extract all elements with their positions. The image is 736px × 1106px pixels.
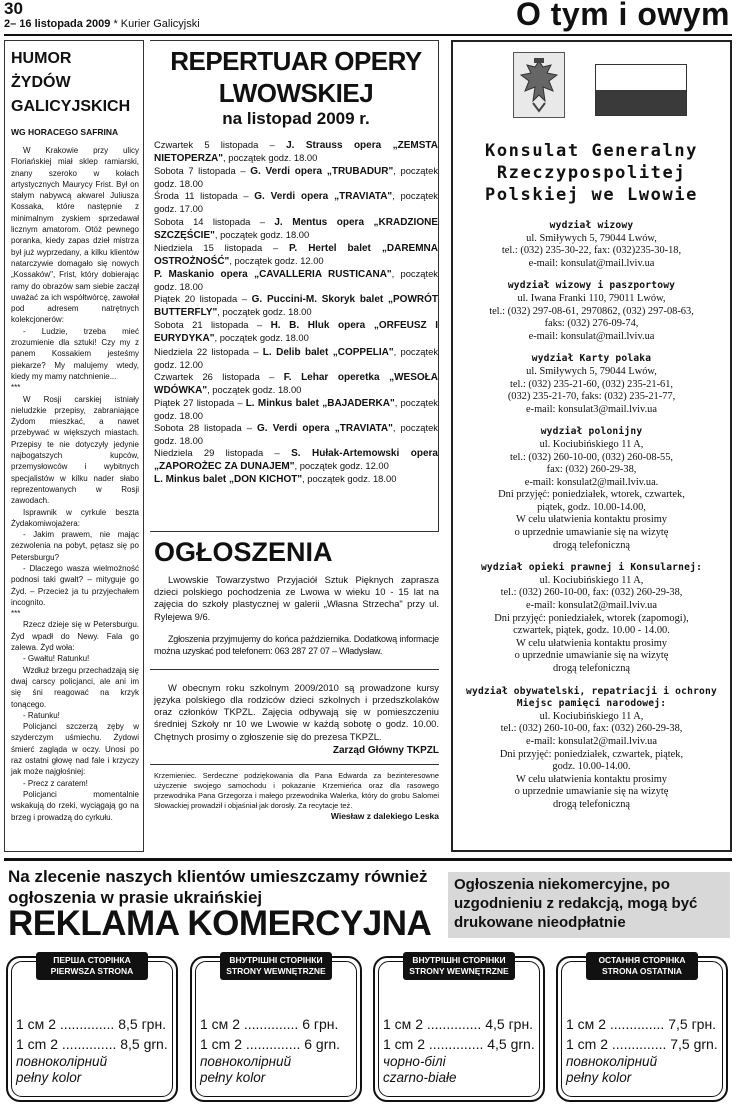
humor-paragraph: Policjanci szczerzą zęby w szyderczym uśmiechu. Żydowi śmierć zagląda w oczy. Unosi po raz ostatni głowę nad fale i krzyczy jak może najgłośniej: [11,722,139,777]
consulate-line: o uprzednie umawianie się na wizytę [514,786,669,798]
price-line-uah: 1 см 2 .............. 8,5 грн. [16,1016,167,1032]
card-description: чорно-білі czarno-białe [383,1054,457,1085]
consulate-line: faks: (032) 276-09-74, [544,318,639,330]
price-line-uah: 1 см 2 .............. 4,5 грн. [383,1016,534,1032]
repertoire-list [154,139,438,487]
repertoire-item: Sobota 21 listopada – H. B. Hluk opera „ORFEUSZ I EURYDYKA", początek godz. 18.00 [154,319,438,345]
consulate-line: godz. 10.00-14.00. [552,761,631,773]
consulate-section [459,353,724,416]
announcement-text: W obecnym roku szkolnym 2009/2010 są prowadzone kursy języka polskiego dla rodziców dzieci szkolnych i przedszkolaków oraz członków TKPZL. Zajęcia odbywają się w pomieszczeniu średniej Szkoły nr 10 we Lwowie w każdą sobotę o godz. 10.00. Chętnych prosimy o zgłoszenie się do prezesa TKPZL. [154,681,439,742]
price-line-grn: 1 cm 2 .............. 8,5 grn. [16,1036,168,1052]
page-number: 30 [4,0,23,18]
publication-name: * Kurier Galicyjski [113,18,200,30]
consulate-line: drogą telefoniczną [552,798,631,810]
consulate-line: e-mail: konsulat2@mail.lviv.ua. [524,476,659,488]
consulate-line: W celu ułatwienia kontaktu prosimy [515,514,667,526]
announcement-text: Lwowskie Towarzystwo Przyjaciół Sztuk Pięknych zaprasza dzieci polskiego pochodzenia ze Lwowa w wieku 10 - 15 lat na zajęcia do szkoły plastycznej w galerii „Własna Strzecha" przy ul. Rylejewa 9/6. [154,574,439,622]
consulate-line: ul. Smiływych 5, 79044 Lwów, [526,365,657,377]
consulate-line: Dni przyjęć: poniedziałek, wtorek (zapomogi), [494,612,689,624]
humor-subtitle: WG HORACEGO SAFRINA [11,127,119,137]
consulate-section [459,426,724,552]
middle-column [150,40,439,821]
repertoire-item: Niedziela 22 listopada – L. Delib balet „COPPELIA", początek godz. 12.00 [154,345,439,370]
consulate-line: drogą telefoniczną [552,663,631,674]
repertoire-item: L. Minkus balet „DON KICHOT", początek godz. 18.00 [154,473,397,486]
card-description: повноколірний pełny kolor [16,1054,108,1085]
consulate-section [459,562,724,675]
eagle-emblem-icon [513,52,565,118]
consulate-line: ul. Kociubińskiego 11 A, [539,710,644,722]
consulate-section-heading: wydział obywatelski, repatriacji i ochrony Miejsc pamięci narodowej: [466,685,717,710]
price-line-grn: 1 cm 2 .............. 4,5 grn. [383,1036,535,1052]
consulate-line: e-mail: konsulat2@mail.lviv.ua [526,735,657,747]
consulate-line: piątek, godz. 10.00-14.00, [537,501,646,513]
consulate-section-heading: wydział wizowy [549,220,634,231]
price-card [6,956,178,1102]
divider [150,669,439,670]
bottom-rule [4,858,732,861]
repertoire-item: Środa 11 listopada – G. Verdi opera „TRAVIATA", początek godz. 17.00 [154,190,438,215]
announcements-box [150,532,439,821]
announcement-text: Zgłoszenia przyjmujemy do końca października. Dodatkową informacje można uzyskać pod telefonem: 063 287 27 07 – Władysław. [154,633,439,656]
humor-paragraph: - Ratunku! [23,710,60,720]
divider [150,764,439,765]
humor-paragraph: *** [11,383,21,393]
repertoire-item: Niedziela 29 listopada – S. Hułak-Artemowski opera „ZAPOROŻEC ZA DUNAJEM", początek godz. 12.00 [154,447,438,473]
consulate-section-heading: wydział opieki prawnej i Konsularnej: [480,562,703,574]
consulate-line: ul. Iwana Franki 110, 79011 Lwów, [517,292,666,304]
card-tag: ВНУТРІШНІ СТОРІНКИ STRONY WEWNĘTRZNE [220,952,332,980]
consulate-section [459,686,724,812]
repertoire-item: Sobota 28 listopada – G. Verdi opera „TRAVIATA", początek godz. 18.00 [154,422,438,447]
repertoire-item: Piątek 27 listopada – L. Minkus balet „BAJADERKA", początek godz. 18.00 [154,396,438,421]
consulate-line: e-mail: konsulat@mail.lviv.ua [528,330,655,342]
consulate-line: fax: (032) 260-29-38, [546,464,637,476]
consulate-section-heading: wydział wizowy i paszportowy [507,280,676,292]
repertoire-item: Czwartek 5 listopada – J. Strauss opera „ZEMSTA NIETOPERZA", początek godz. 18.00 [154,139,438,165]
consulate-section [459,220,724,270]
consulate-section [459,280,724,343]
consulate-line: W celu ułatwienia kontaktu prosimy [515,637,667,649]
humor-paragraph: - Gwałtu! Ratunku! [23,654,90,664]
announcement-text: Krzemieniec. Serdeczne podziękowania dla Pana Edwarda za bezinteresowne użyczenie swojego samochodu i pokazanie Krzemieńca oraz dla rasowego przewodnika Pana Grzegorza i małego przewodnika Walerka, który do grobu Salomei Słowackiej prowadził i objaśniał jak dorosły. Za recytacje też. [154,770,439,810]
consulate-line: ul. Kociubińskiego 11 A, [539,574,644,586]
humor-text [11,145,139,823]
consulate-line: czwartek, piątek, godz. 10.00 - 14.00. [513,625,670,637]
card-tag: ВНУТРІШНІ СТОРІНКИ STRONY WEWNĘTRZNE [403,952,515,980]
consulate-line: o uprzednie umawianie się na wizytę [514,650,669,662]
consulate-line: ul. Smiływych 5, 79044 Lwów, [526,232,657,244]
humor-paragraph: Isprawnik w cyrkule beszta Żydakomiwojażera: [11,507,139,528]
consulate-line: drogą telefoniczną [552,539,631,551]
price-card [556,956,728,1102]
repertoire-title: REPERTUAR OPERY LWOWSKIEJ [170,46,422,108]
humor-title: HUMOR ŻYDÓW GALICYJSKICH [11,50,131,115]
card-tag: ПЕРША СТОРІНКА PIERWSZA STRONA [36,952,148,980]
repertoire-subtitle: na listopad 2009 r. [222,109,370,128]
humor-paragraph: Rzecz dzieje się w Petersburgu. Żyd wpadł do Newy. Fala go zalewa. Żyd woła: [11,620,139,653]
humor-paragraph: *** [11,609,21,619]
consulate-line: e-mail: konsulat2@mail.lviv.ua [526,600,657,612]
announcement-signature: Wiesław z dalekiego Leska [330,810,439,821]
consulate-line: tel.: (032) 235-30-22, fax: (032)235-30-18, [501,245,682,257]
consulate-line: e-mail: konsulat3@mail.lviv.ua [526,403,657,415]
humor-paragraph: - Jakim prawem, nie mając zezwolenia na pobyt, pętasz się po Petersburgu? [11,530,139,562]
noncommercial-note: Ogłoszenia niekomercyjne, po uzgodnieniu z redakcją, mogą być drukowane nieodpłatnie [448,872,730,938]
consulate-line: o uprzednie umawianie się na wizytę [514,527,669,539]
consulate-line: e-mail: konsulat@mail.lviv.ua [528,257,655,269]
price-line-grn: 1 cm 2 .............. 7,5 grn. [566,1036,718,1052]
consulate-line: tel.: (032) 260-10-00, fax: (032) 260-29-38, [500,723,683,735]
consulate-line: Dni przyjęć: poniedziałek, wtorek, czwartek, [498,489,685,501]
header-rule [4,34,732,36]
humor-paragraph: - Precz z caratem! [23,778,88,788]
consulate-section-heading: wydział Karty polaka [531,353,652,365]
card-description: повноколірний pełny kolor [566,1054,658,1085]
announcement-signature: Zarząd Główny TKPZL [332,744,439,756]
humor-column [4,40,144,852]
ads-big-title: REKLAMA KOMERCYJNA [8,904,432,943]
humor-paragraph: - Ludzie, trzeba mieć zrozumienie dla sztuki! Czy my z panem Kossakiem jesteśmy piekarze? My malujemy wtedy, kiedy my mamy natchnienie... [11,326,139,381]
consulate-line: tel.: (032) 297-08-61, 2970862, (032) 297-08-63, [489,305,694,317]
section-title: O tym i owym [515,0,730,32]
repertoire-item: Sobota 7 listopada – G. Verdi opera „TRUBADUR", początek godz. 18.00 [154,165,439,190]
humor-paragraph: Wzdłuż brzegu przechadzają się dwaj carscy policjanci, ale ani im się śni reagować na krzyk tonącego. [11,665,139,709]
consulate-sections [459,220,724,822]
ads-headline: Na zlecenie naszych klientów umieszczamy również ogłoszenia w prasie ukraińskiej [8,867,428,907]
consulate-line: Dni przyjęć: poniedziałek, czwartek, piątek, [499,748,684,760]
repertoire-item: Sobota 14 listopada – J. Mentus opera „KRADZIONE SZCZĘŚCIE", początek godz. 18.00 [154,215,438,241]
page-header [4,0,304,30]
repertoire-item: P. Maskanio opera „CAVALLERIA RUSTICANA", początek godz. 18.00 [154,267,438,293]
price-line-uah: 1 см 2 .............. 6 грн. [200,1016,339,1032]
consulate-line: tel.: (032) 260-10-00, fax: (032) 260-29-38, [500,587,683,599]
humor-paragraph: W Krakowie przy ulicy Floriańskiej miał sklep ramiarski, znany szeroko w kołach artystycznych Maurycy Frist. Był on stałym nabywcą akwarel Juliusza Kossaka, które następnie z minimalnym zyskiem sprzedawał licznym amatorom. Otóż pewnego poranka, kiedy zapas dzieł mistrza był już wyprzedany, a kilku klientów natarczywie domagało się nowych „Kossaków", Frist, który dobierając ramy do obrazów sam siebie zaczął uważać za ich współtwórcę, zawołał pod adresem natrętnych kolekcjonerów: [11,146,139,325]
price-card [190,956,362,1102]
issue-date: 2– 16 listopada 2009 * Kurier Galicyjski [4,18,200,30]
repertoire-box [150,40,439,532]
consulate-line: tel.: (032) 260-10-00, (032) 260-08-55, [509,451,674,463]
price-line-grn: 1 cm 2 .............. 6 grn. [200,1036,341,1052]
poland-flag-icon [595,64,687,116]
announcements-title: OGŁOSZENIA [154,537,333,567]
price-card [373,956,545,1102]
humor-paragraph: Policjanci momentalnie wskakują do rzeki, wyciągają go na brzeg i prowadzą do cyrkułu. [11,789,139,822]
consulate-section-heading: wydział polonijny [540,426,643,438]
consulate-box [451,40,732,852]
consulate-line: W celu ułatwienia kontaktu prosimy [515,773,667,785]
card-description: повноколірний pełny kolor [200,1054,292,1085]
consulate-line: ul. Kociubińskiego 11 A, [539,438,644,450]
consulate-title: Konsulat Generalny Rzeczypospolitej Polskiej we Lwowie [484,141,699,205]
humor-paragraph: - Dlaczego wasza wielmożność podnosi taki gwałt? – mityguje go Żyd. – Przecież ja tu przyjechałem incognito. [11,563,139,607]
repertoire-item: Niedziela 15 listopada – P. Hertel balet „DAREMNA OSTROŻNOŚĆ", początek godz. 12.00 [154,241,438,267]
card-tag: ОСТАННЯ СТОРІНКА STRONA OSTATNIA [586,952,698,980]
price-line-uah: 1 см 2 .............. 7,5 грн. [566,1016,717,1032]
consulate-line: tel.: (032) 235-21-60, (032) 235-21-61, [509,378,674,390]
repertoire-item: Piątek 20 listopada – G. Puccini-M. Skoryk balet „POWRÓT BUTTERFLY", początek godz. 18.00 [154,293,438,319]
repertoire-item: Czwartek 26 listopada – F. Lehar operetka „WESOŁA WDÓWKA", początek godz. 18.00 [154,370,438,396]
humor-paragraph: W Rosji carskiej istniały nieludzkie przepisy, zabraniające Żydom mieszkać, a nawet przebywać w większych miastach. Przepisy te nie dotyczyły jedynie najbogatszych kupców, przemysłowców i wybitnych specjalistów w kilku nader słabo reprezentowanych w Rosji zawodach. [11,394,139,506]
consulate-line: (032) 235-21-70, faks: (032) 235-21-77, [507,391,676,403]
